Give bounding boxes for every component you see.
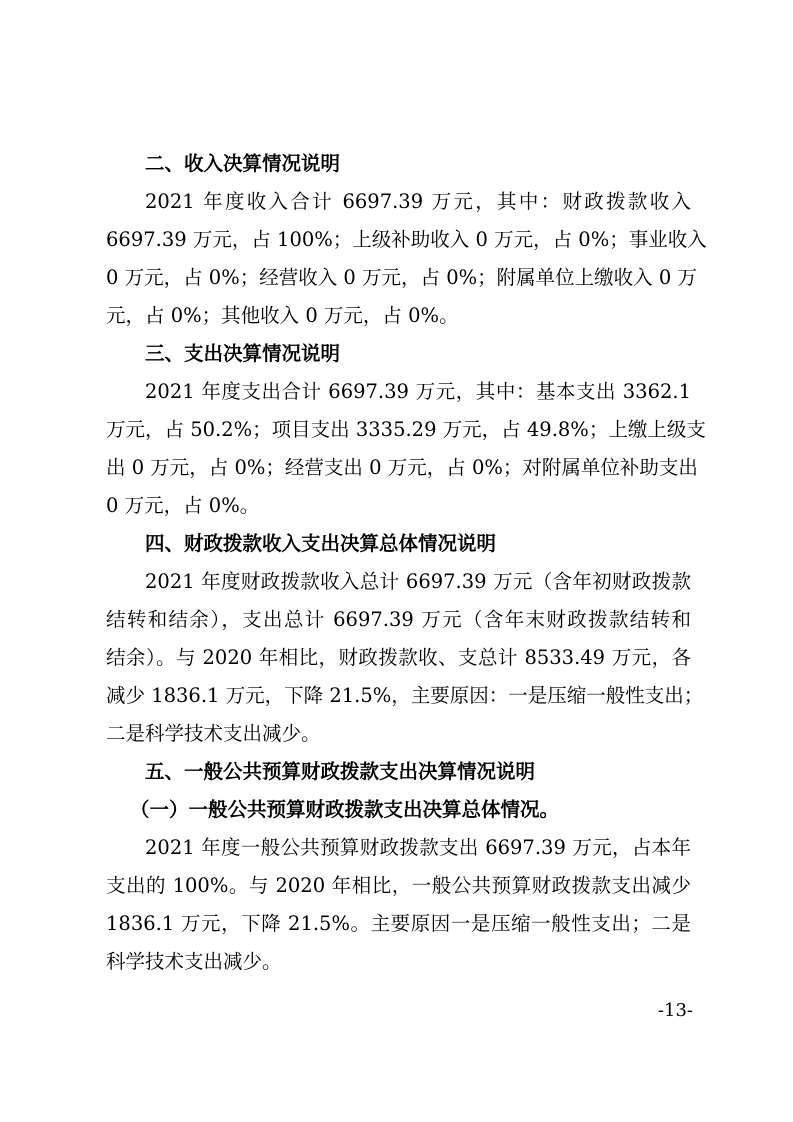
paragraph-line: 二是科学技术支出减少。 — [106, 722, 321, 745]
paragraph-line: 结余）。与 2020 年相比，财政拨款收、支总计 8533.49 万元，各 — [106, 646, 691, 669]
section-heading-fiscal-overview: 四、财政拨款收入支出决算总体情况说明 — [145, 532, 497, 555]
subsection-heading-general-budget-overview: （一）一般公共预算财政拨款支出决算总体情况。 — [130, 798, 560, 821]
section-heading-expenditure: 三、支出决算情况说明 — [145, 342, 341, 365]
paragraph-line: 出 0 万元，占 0%；经营支出 0 万元，占 0%；对附属单位补助支出 — [106, 456, 698, 479]
paragraph-line: 减少 1836.1 万元，下降 21.5%，主要原因：一是压缩一般性支出； — [106, 684, 704, 707]
paragraph-line: 万元，占 50.2%；项目支出 3335.29 万元，占 49.8%；上缴上级支 — [106, 418, 706, 441]
paragraph-line: 支出的 100%。与 2020 年相比，一般公共预算财政拨款支出减少 — [106, 874, 691, 897]
paragraph-line: 科学技术支出减少。 — [106, 950, 282, 973]
paragraph-line: 元，占 0%；其他收入 0 万元，占 0%。 — [106, 304, 459, 327]
paragraph-line: 结转和结余），支出总计 6697.39 万元（含年末财政拨款结转和 — [106, 608, 691, 631]
paragraph-line: 0 万元，占 0%。 — [106, 494, 260, 517]
paragraph-line: 2021 年度一般公共预算财政拨款支出 6697.39 万元，占本年 — [145, 836, 691, 859]
paragraph-line: 2021 年度财政拨款收入总计 6697.39 万元（含年初财政拨款 — [145, 570, 691, 593]
paragraph-line: 0 万元，占 0%；经营收入 0 万元，占 0%；附属单位上缴收入 0 万 — [106, 266, 697, 289]
paragraph-line: 6697.39 万元，占 100%；上级补助收入 0 万元，占 0%；事业收入 — [106, 228, 707, 251]
section-heading-general-budget: 五、一般公共预算财政拨款支出决算情况说明 — [145, 760, 536, 783]
page-number: -13- — [657, 1000, 693, 1021]
paragraph-line: 1836.1 万元，下降 21.5%。主要原因一是压缩一般性支出；二是 — [106, 912, 691, 935]
paragraph-line: 2021 年度支出合计 6697.39 万元，其中：基本支出 3362.1 — [145, 380, 691, 403]
paragraph-line: 2021 年度收入合计 6697.39 万元，其中：财政拨款收入 — [145, 190, 691, 213]
section-heading-income: 二、收入决算情况说明 — [145, 152, 341, 175]
